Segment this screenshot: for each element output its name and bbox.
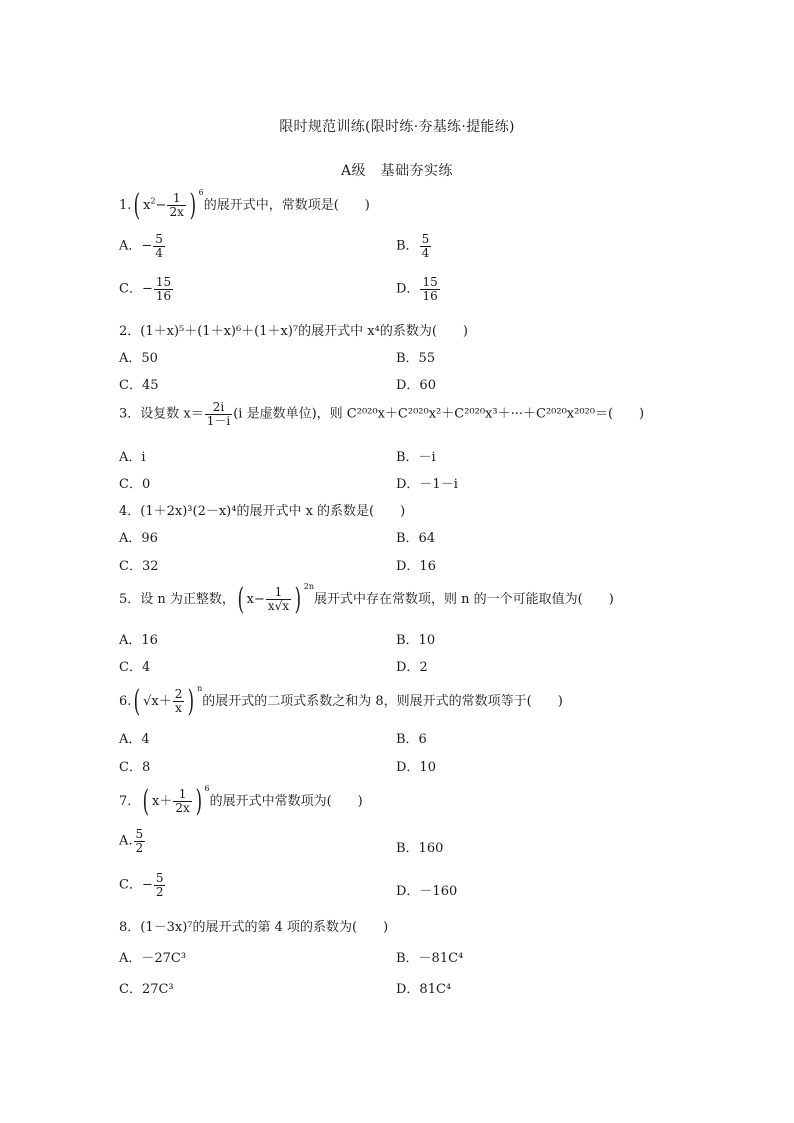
question-text: 的展开式中，常数项是( ) xyxy=(203,198,370,213)
option-c: C．27C³ xyxy=(119,982,174,997)
question-4: 4．(1＋2x)³(2－x)⁴的展开式中 x 的系数是( ) xyxy=(119,504,406,519)
question-2: 2．(1＋x)⁵＋(1＋x)⁶＋(1＋x)⁷的展开式中 x⁴的系数为( ) xyxy=(119,324,468,339)
option-b: B．－i xyxy=(396,450,436,465)
option-c: C．45 xyxy=(119,378,159,393)
option-a: A．4 xyxy=(119,732,150,747)
option-a: A．16 xyxy=(119,633,158,648)
option-c: C．32 xyxy=(119,559,159,574)
option-c: C．− $\frac{15}{16}$ xyxy=(119,275,172,303)
fraction: $\frac{1}{2x}$ xyxy=(169,191,184,219)
option-c: C．8 xyxy=(119,760,151,775)
option-a: A．96 xyxy=(119,531,158,546)
option-b: B．6 xyxy=(396,732,427,747)
option-a: A．i xyxy=(119,450,146,465)
option-a: A．－27C³ xyxy=(119,951,187,966)
question-7: 7．( x＋ $\frac{1}{2x}$ ) $^6$的展开式中常数项为( ) xyxy=(119,783,363,819)
option-c: C．0 xyxy=(119,477,151,492)
page-title: 限时规范训练(限时练·夯基练·提能练) xyxy=(279,119,515,135)
option-d: D．81C⁴ xyxy=(396,982,452,997)
option-b: B．10 xyxy=(396,633,436,648)
section-heading: A级 基础夯实练 xyxy=(340,163,454,179)
option-d: D．－160 xyxy=(396,884,458,899)
option-d: D．60 xyxy=(396,378,436,393)
option-b: B．160 xyxy=(396,841,444,856)
option-a: A．50 xyxy=(119,351,158,366)
option-b: B． $\frac{5}{4}$ xyxy=(396,232,430,260)
question-3: 3．设复数 x＝ $\frac{2i}{1-i}$ (i 是虚数单位)，则 C²⁰²⁰x＋C²⁰²⁰x²＋C²⁰²⁰x³＋···＋C²⁰²⁰x²⁰²⁰＝( ) xyxy=(119,400,645,428)
option-d: D．16 xyxy=(396,559,436,574)
option-d: D． $\frac{15}{16}$ xyxy=(396,275,438,303)
option-d: D．－1－i xyxy=(396,477,458,492)
question-6: 6.( √x＋ $\frac{2}{x}$ ) $^n$的展开式的二项式系数之和为 8，则展开式的常数项等于( ) xyxy=(119,683,563,719)
option-a: A．− $\frac{5}{4}$ xyxy=(119,232,163,260)
option-a: A. $\frac{5}{2}$ xyxy=(119,827,144,855)
option-b: B．－81C⁴ xyxy=(396,951,464,966)
option-d: D．10 xyxy=(396,760,436,775)
question-5: 5．设 n 为正整数，( x− $\frac{1}{x√x}$ ) $^{2n}$展开式中存在常数项，则 n 的一个可能取值为( ) xyxy=(119,581,614,617)
option-b: B．55 xyxy=(396,351,436,366)
option-c: C．− $\frac{5}{2}$ xyxy=(119,871,164,899)
option-b: B．64 xyxy=(396,531,436,546)
question-1: 1.( $x^2-$ $\frac{1}{2x}$ ) $^6$的展开式中，常数项是( ) xyxy=(119,187,370,223)
question-8: 8．(1－3x)⁷的展开式的第 4 项的系数为( ) xyxy=(119,920,389,935)
option-d: D．2 xyxy=(396,660,428,675)
option-c: C．4 xyxy=(119,660,151,675)
question-number: 1. xyxy=(119,198,132,213)
